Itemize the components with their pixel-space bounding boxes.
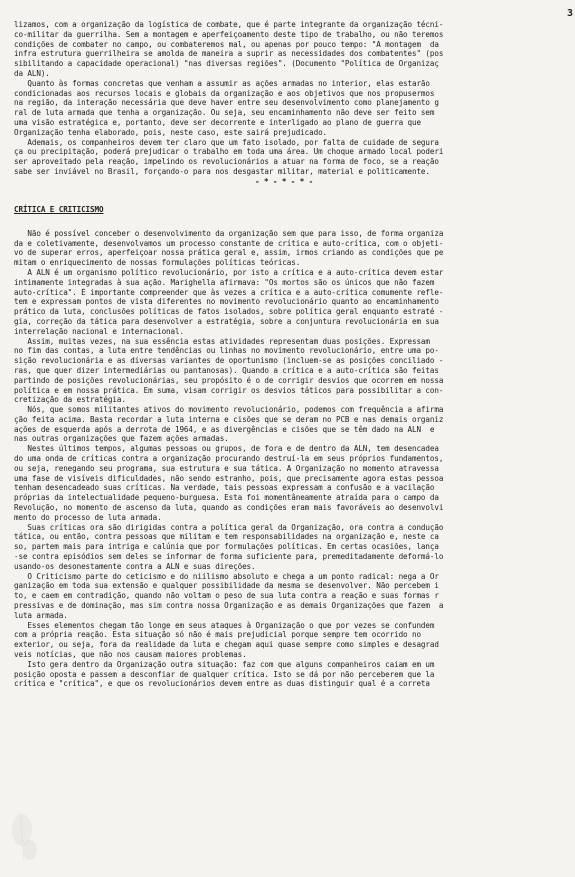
text-line: tem e expressam pontos de vista diferentes no movimento revolucionário quanto ao encaminhamento: [14, 297, 439, 307]
spacer: [14, 217, 575, 229]
text-line: próprias da intelectualidade pequeno-burguesa. Esta foi momentâneamente atraída para o campo da: [14, 493, 439, 503]
text-line: so, partem mais para intriga e calúnia que por formulações políticas. Em certas ocasiões, lança: [14, 542, 439, 552]
text-line: da ALN).: [14, 68, 50, 78]
section-paragraph: [14, 523, 575, 572]
text-line: prático da luta, conclusões políticas de fatos isolados, sobre política geral enquanto estraté -: [14, 307, 444, 317]
section-paragraph: [14, 444, 575, 522]
section-paragraph: [14, 405, 575, 444]
text-line: tática, ou então, contra pessoas que militam e tem responsabilidades na organização e, neste ca: [14, 532, 439, 542]
text-line: vo de superar erros, aperfeiçoar nossa prática geral e, assim, irmos criando as condições que pe: [14, 248, 444, 258]
text-line: luta armada.: [14, 610, 68, 620]
text-line: sibilitando a capacidade operacional) "nas diversas regiões". (Documento "Política de Organizaç: [14, 59, 439, 69]
document-body: [14, 20, 575, 689]
section-paragraph: [14, 572, 575, 621]
page-number: 3: [566, 8, 573, 19]
text-line: sabe ser inviável no Brasil, forçando-o para nos desgastar militar, material e politicamente.: [14, 166, 430, 176]
text-line: com a própria reação. Esta situação só não é mais prejudicial porque sempre tem ocorrido no: [14, 630, 421, 640]
section-paragraph: [14, 621, 575, 660]
section-paragraph: [14, 660, 575, 689]
top-paragraph: [14, 20, 575, 79]
text-line: mitam o enriquecimento de nossas formulações políticas teóricas.: [14, 258, 301, 268]
text-line: pressivas e de dominação, mas sim contra nossa Organização e as demais Organizações que fazem a: [14, 601, 444, 611]
text-line: na região, da interação necessária que deve haver entre seu desenvolvimento como planejamento g: [14, 98, 439, 108]
text-line: ral de luta armada que tenha a organização. Ou seja, seu encaminhamento não deve ser feito sem: [14, 108, 435, 118]
text-line: Suas críticas ora são dirigidas contra a política geral da Organização, ora contra a condução: [14, 522, 444, 532]
text-line: do uma onda de críticas contra a organização procurando destruí-la em seus próprios fundamentos,: [14, 454, 444, 464]
text-line: auto-crítica". É importante compreender que às vezes a crítica e a auto-crítica comumente refle-: [14, 287, 444, 297]
text-line: posição oposta e passem a desconfiar de qualquer crítica. Isto se dá por não perceberem que la: [14, 669, 435, 679]
section-paragraph: [14, 337, 575, 406]
text-line: Isto gera dentro da Organização outra situação: faz com que alguns companheiros caiam em um: [14, 659, 435, 669]
text-line: -se contra episódios sem deles se informar de forma suficiente para, premeditadamente deformá-lo: [14, 552, 444, 562]
text-line: interrelação nacional e internacional.: [14, 326, 184, 336]
text-line: cretização da estratégia.: [14, 395, 126, 405]
spacer: [14, 188, 575, 205]
text-line: da e coletivamente, desenvolvamos um processo constante de crítica e auto-crítica, com o objeti-: [14, 238, 444, 248]
section-heading: CRÍTICA E CRITICISMO: [14, 204, 104, 214]
text-line: mento do processo de luta armada.: [14, 512, 162, 522]
text-line: sição revolucionária e as diversas variantes de oportunismo (incluem-se as posições conciliado -: [14, 356, 444, 366]
text-line: ser aproveitado pela reação, impelindo os revolucionários a atuar na forma de foco, se a reação: [14, 157, 439, 167]
text-line: exterior, ou seja, fora da realidade da luta e chegam aqui quase sempre como simples e desagrad: [14, 640, 439, 650]
section-paragraph: [14, 229, 575, 268]
text-line: A ALN é um organismo político revolucionário, por isto a crítica e a auto-crítica devem estar: [14, 267, 444, 277]
text-line: intimamente integradas à sua ação. Marighella afirmava: "Os mortos são os únicos que não fazem: [14, 277, 435, 287]
text-line: Não é possível conceber o desenvolvimento da organização sem que para isso, de forma organiza: [14, 228, 444, 238]
text-line: nas outras organizações que fazem ações armadas.: [14, 434, 229, 444]
text-line: O Criticismo parte do ceticismo e do niilismo absoluto e chega a um ponto radical: nega a Or: [14, 571, 439, 581]
text-line: Esses elementos chegam tão longe em seus ataques à Organização o que por vezes se confundem: [14, 620, 435, 630]
text-line: tenham desencadeado suas críticas. Na verdade, tais pessoas expressam a confusão e a vacilação: [14, 483, 435, 493]
text-line: ção feita acima. Basta recordar a luta interna e cisões que se deram no PCB e nas demais organiz: [14, 414, 444, 424]
text-line: no fim das contas, a luta entre tendências ou linhas no movimento revolucionário, entre uma po-: [14, 346, 439, 356]
text-line: Ademais, os companheiros devem ter claro que um fato isolado, por falta de cuidade de segura: [14, 137, 439, 147]
text-line: co-militar da guerrilha. Sem a montagem e aperfeiçoamento deste tipo de trabalho, ou não teremos: [14, 29, 444, 39]
text-line: Organização tenha elaborado, pois, neste caso, este sairá prejudicado.: [14, 127, 328, 137]
text-line: to, e caem em contradição, quando não voltam o peso de sua luta contra a reação e suas formas r: [14, 591, 439, 601]
text-line: veis notícias, que não nos causam maiores problemas.: [14, 650, 247, 660]
text-line: política e em nossa prática. Em suma, visam corrigir os desvios táticos para possibilitar a con-: [14, 385, 444, 395]
text-line: uma visão estratégica e, portanto, deve ser decorrente e interligado ao plano de guerra que: [14, 117, 421, 127]
text-line: uma fase de visíveis dificuldades, não sendo estranho, pois, que precisamente agora estas pessoa: [14, 473, 444, 483]
text-line: ganização em toda sua extensão e qualquer possibilidade da mesma se desenvolver. Não percebem i: [14, 581, 439, 591]
text-line: ça ou precipitação, poderá prejudicar o trabalho em toda uma área. Um choque armado local poderi: [14, 147, 444, 157]
text-line: ras, que quer dizer intermediárias ou pantanosas). Quando a crítica e a auto-crítica são feitas: [14, 365, 439, 375]
section-paragraph: [14, 268, 575, 337]
text-line: Assim, muitas vezes, na sua essência estas atividades representam duas posições. Expressam: [14, 336, 430, 346]
text-line: partindo de posições revolucionárias, seu propósito é o de corrigir desvios que ocorrem em nossa: [14, 375, 444, 385]
text-line: infra estrutura guerrilheira se amolda de maneira a suprir as necessidades dos combatentes" (pos: [14, 49, 444, 59]
text-line: Nós, que somos militantes ativos do movimento revolucionário, podemos com frequência a afirma: [14, 405, 444, 415]
text-line: condições de combater no campo, ou combateremos mal, ou apenas por pouco tempo: "A montagem da: [14, 39, 439, 49]
text-line: condicionadas aos recursos locais e globais da organização e aos objetivos que nos propusermos: [14, 88, 435, 98]
text-line: lizamos, com a organização da logística de combate, que é parte integrante da organização técni-: [14, 20, 444, 29]
text-line: ações de esquerda após a derrota de 1964, e as divergências e cisões que se têm dado na ALN e: [14, 424, 435, 434]
section-separator: - * - * - * -: [255, 176, 314, 186]
text-line: Nestes últimos tempos, algumas pessoas ou grupos, de fora e de dentro da ALN, tem desencadea: [14, 444, 439, 454]
text-line: crítica e "crítica", e que os revolucionários devem entre as duas distinguir qual é a correta: [14, 679, 430, 689]
text-line: usando-os desonestamente contra a ALN e suas direções.: [14, 561, 256, 571]
text-line: Revolução, no momento de ascenso da luta, quando as condições eram mais favoráveis ao desenvolvi: [14, 503, 444, 513]
paragraph-security: [14, 138, 575, 177]
text-line: gia, correção da tática para desenvolver a estratégia, sobre a conjuntura revolucionária em sua: [14, 316, 439, 326]
paragraph-armed-actions: [14, 79, 575, 138]
text-line: ou seja, renegando seu programa, sua estrutura e sua tática. A Organização no momento atravessa: [14, 463, 439, 473]
text-line: Quanto às formas concretas que venham a assumir as ações armadas no interior, elas estarão: [14, 78, 430, 88]
